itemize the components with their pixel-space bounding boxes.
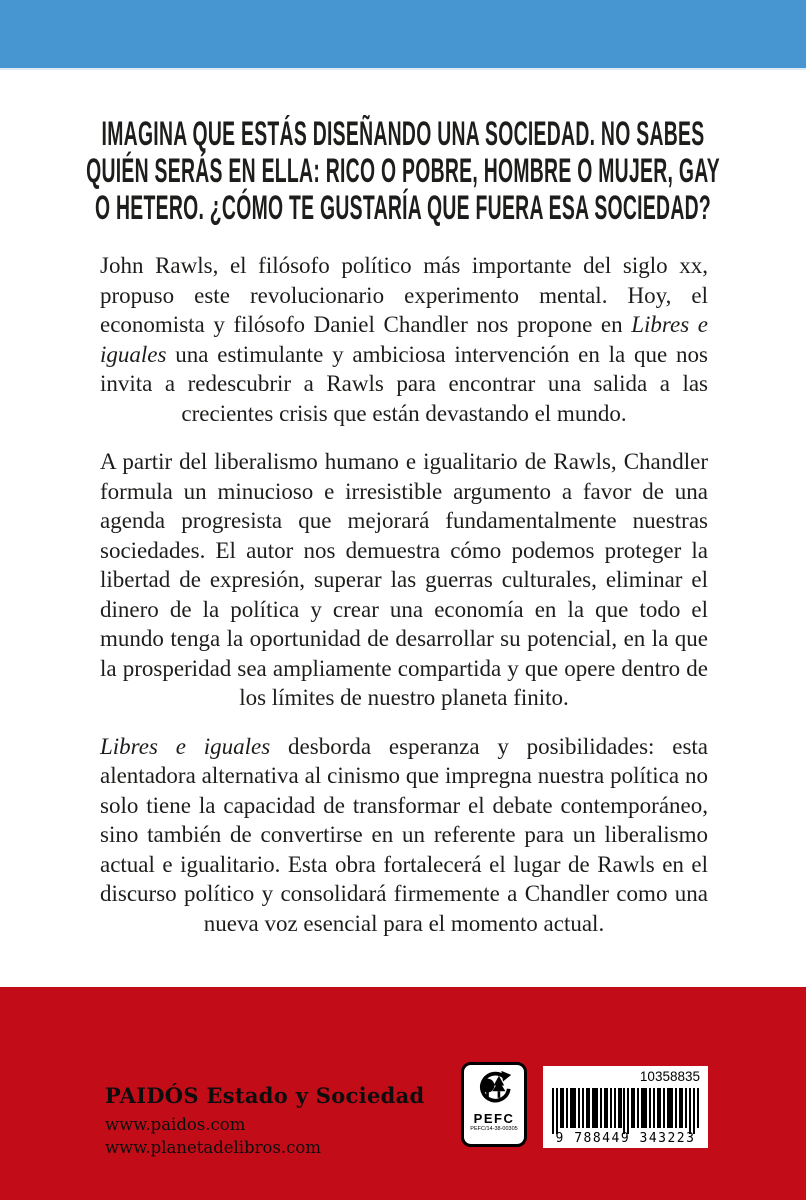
paragraph-text: desborda esperanza y posibilidades: esta alentadora alternativa al cinismo que impregna nuestra política no solo tiene la capacidad de transformar el debate contemporáneo, sino también de convertirse en un referente para un liberalismo actual e igualitario. Esta obra fortalecerá el lugar de Rawls en el discurso político y consolidará firmemente a Chandler como una nueva voz esencial para el momento actual. (100, 733, 708, 936)
isbn-number: 9 788449 343223 (555, 1131, 696, 1146)
headline-line: QUIÉN SERÁS EN ELLA: RICO O POBRE, HOMBRE O MUJER, GAY (86, 152, 720, 190)
book-title-italic: Libres e iguales (100, 733, 271, 759)
pefc-trees-icon (476, 1070, 512, 1106)
barcode-sku-number: 10358835 (639, 1069, 700, 1084)
imprint-name: PAIDÓS Estado y Sociedad (105, 1083, 425, 1108)
footer-band (0, 987, 806, 1200)
body-paragraph (100, 447, 708, 713)
publisher-url: www.planetadelibros.com (105, 1138, 321, 1157)
pefc-badge (461, 1062, 527, 1147)
book-title-italic: Libres e iguales (100, 312, 708, 367)
top-color-band (0, 0, 806, 70)
barcode-bars-icon (552, 1088, 699, 1134)
publisher-block (105, 1083, 424, 1161)
isbn-barcode (543, 1066, 708, 1148)
headline-line: IMAGINA QUE ESTÁS DISEÑANDO UNA SOCIEDAD. NO SABES (101, 115, 705, 153)
publisher-url: www.paidos.com (105, 1115, 246, 1134)
body-paragraph (100, 251, 708, 428)
paragraph-text: una estimulante y ambiciosa intervención en la que nos invita a redescubrir a Rawls para encontrar una salida a las crecientes crisis que están devastando el mundo. (100, 341, 708, 426)
body-paragraph (100, 732, 708, 939)
headline-line: O HETERO. ¿CÓMO TE GUSTARÍA QUE FUERA ESA SOCIEDAD? (94, 189, 712, 227)
pefc-certificate-code: PEFC/14-38-00305 (470, 1126, 518, 1132)
synopsis-text (100, 251, 708, 957)
paragraph-text: John Rawls, el filósofo político más importante del siglo xx, propuso este revolucionario experimento mental. Hoy, el economista y filósofo Daniel Chandler nos propone en (100, 253, 708, 337)
pefc-label: PEFC (473, 1111, 515, 1126)
headline (59, 116, 746, 227)
paragraph-text: A partir del liberalismo humano e igualitario de Rawls, Chandler formula un minucioso e irresistible argumento a favor de una agenda progresista que mejorará fundamentalmente nuestras sociedades. El autor nos demuestra cómo podemos proteger la libertad de expresión, superar las guerras culturales, eliminar el dinero de la política y crear una economía en la que todo el mundo tenga la oportunidad de desarrollar su potencial, en la que la prosperidad sea ampliamente compartida y que opere dentro de los límites de nuestro planeta finito. (100, 449, 708, 710)
